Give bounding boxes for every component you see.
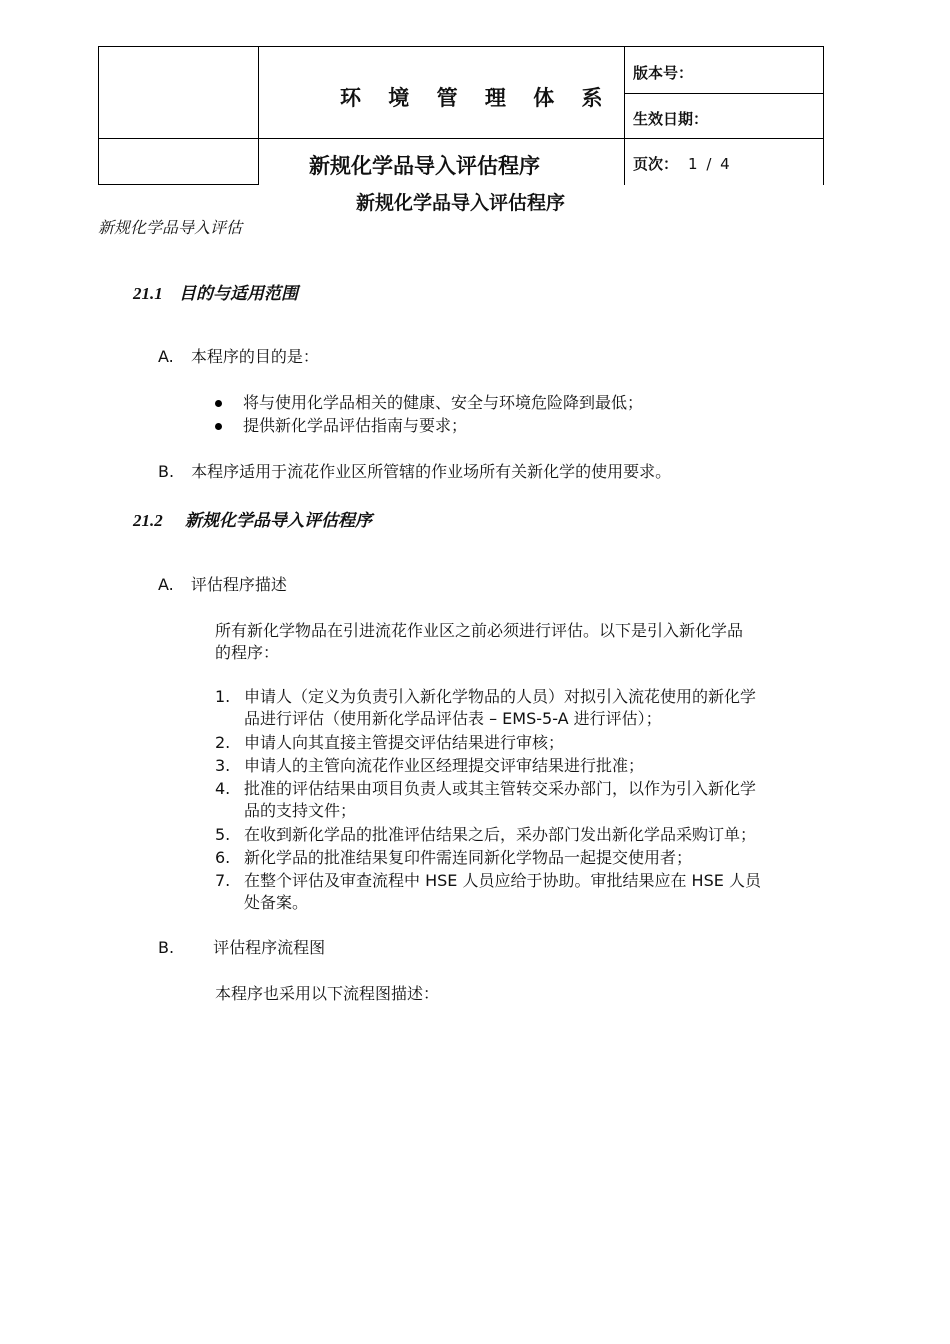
page-value: 1 / 4 — [688, 155, 732, 173]
page-indicator — [633, 153, 732, 174]
step-line: 品进行评估（使用新化学品评估表 – EMS-5-A 进行评估）； — [244, 709, 662, 728]
step-item — [215, 824, 756, 846]
item-marker: A. — [158, 575, 174, 594]
step-number: 2. — [215, 733, 231, 752]
step-line: 申请人的主管向流花作业区经理提交评审结果进行批准； — [244, 756, 645, 775]
heading-number: 21.1 — [133, 284, 163, 303]
step-line: 处备案。 — [244, 893, 309, 912]
bullet-item — [215, 415, 467, 437]
item-marker: B. — [158, 938, 175, 957]
bullet-item — [215, 392, 643, 414]
step-item — [215, 755, 644, 777]
bullet-icon — [215, 423, 222, 430]
heading-title: 新规化学品导入评估程序 — [185, 511, 372, 530]
step-line: 申请人（定义为负责引入新化学物品的人员）对拟引入流花使用的新化学 — [244, 687, 757, 706]
system-name: 环 境 管 理 体 系 — [340, 86, 613, 110]
item-b-scope — [158, 461, 671, 483]
step-number: 3. — [215, 756, 231, 775]
intro-paragraph — [215, 620, 743, 664]
step-number: 5. — [215, 825, 231, 844]
item-b-flowchart — [158, 937, 325, 959]
item-text: 评估程序描述 — [190, 575, 287, 594]
step-number: 1. — [215, 687, 231, 706]
bullet-text: 提供新化学品评估指南与要求； — [243, 416, 468, 435]
step-line: 在整个评估及审查流程中 HSE 人员应给于协助。审批结果应在 HSE 人员 — [244, 871, 761, 890]
heading-21-2 — [133, 506, 372, 531]
effective-date-label: 生效日期： — [633, 110, 709, 128]
item-a-description — [158, 574, 287, 596]
bullet-text: 将与使用化学品相关的健康、安全与环境危险降到最低； — [243, 393, 644, 412]
step-number: 4. — [215, 779, 231, 798]
step-item — [215, 778, 756, 822]
step-number: 7. — [215, 871, 231, 890]
heading-21-1 — [133, 279, 298, 304]
step-line: 批准的评估结果由项目负责人或其主管转交采办部门，以作为引入新化学 — [244, 779, 757, 798]
step-item — [215, 686, 756, 730]
flowchart-intro: 本程序也采用以下流程图描述： — [215, 984, 440, 1003]
intro-line: 的程序： — [215, 643, 280, 662]
item-marker: B. — [158, 462, 175, 481]
heading-title: 目的与适用范围 — [179, 284, 298, 303]
step-item — [215, 870, 761, 914]
document-name: 新规化学品导入评估程序 — [309, 154, 540, 178]
step-item — [215, 732, 564, 754]
page-label: 页次： — [633, 155, 679, 173]
step-line: 在收到新化学品的批准评估结果之后，采办部门发出新化学品采购订单； — [244, 825, 757, 844]
step-line: 新化学品的批准结果复印件需连同新化学物品一起提交使用者； — [244, 848, 693, 867]
step-line: 申请人向其直接主管提交评估结果进行审核； — [244, 733, 565, 752]
item-text: 评估程序流程图 — [213, 938, 326, 957]
page-title: 新规化学品导入评估程序 — [356, 192, 566, 214]
step-line: 品的支持文件； — [244, 801, 357, 820]
bullet-icon — [215, 400, 222, 407]
intro-line: 所有新化学物品在引进流花作业区之前必须进行评估。以下是引入新化学品 — [215, 621, 744, 640]
item-text: 本程序的目的是： — [190, 347, 319, 366]
item-a-purpose — [158, 346, 319, 368]
step-number: 6. — [215, 848, 231, 867]
item-marker: A. — [158, 347, 174, 366]
item-text: 本程序适用于流花作业区所管辖的作业场所有关新化学的使用要求。 — [191, 462, 672, 481]
section-label: 新规化学品导入评估 — [98, 218, 243, 237]
heading-number: 21.2 — [133, 511, 163, 530]
version-label: 版本号： — [633, 64, 694, 82]
step-item — [215, 847, 692, 869]
